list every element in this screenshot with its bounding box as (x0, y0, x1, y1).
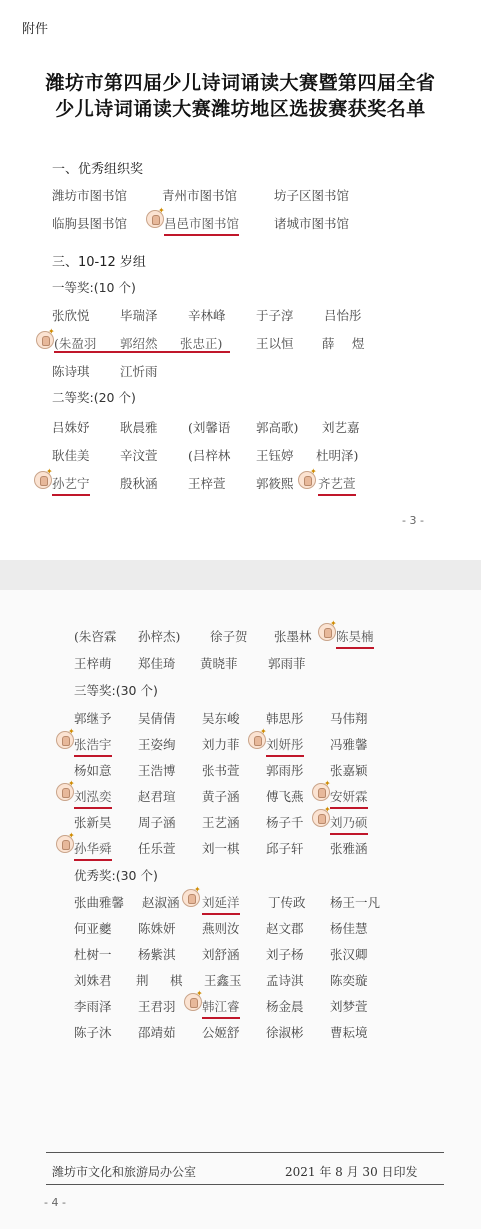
winner-name: 任乐萱 (138, 841, 176, 856)
org-name: 坊子区图书馆 (274, 188, 350, 203)
section-heading-age-group: 三、10-12 岁组 (52, 255, 146, 270)
winner-name: 刘力菲 (202, 737, 240, 752)
org-name: 临朐县图书馆 (52, 216, 128, 231)
winner-name: 杜树一 (74, 947, 112, 962)
winner-name: 刘艺嘉 (322, 420, 360, 435)
winner-name: 赵文郡 (266, 921, 304, 936)
winner-name-highlighted: 陈昊楠 (336, 627, 374, 649)
winner-name: 公姬舒 (202, 1025, 240, 1040)
winner-name: 何亚夔 (74, 921, 112, 936)
winner-name-highlighted: 齐艺萱 (318, 474, 356, 496)
org-name-highlighted: 昌邑市图书馆 (164, 214, 239, 236)
winner-name: 辛汶萱 (120, 448, 158, 463)
winner-name: (吕梓林 (188, 448, 231, 463)
winner-name: 耿佳美 (52, 448, 90, 463)
thumbs-up-icon: ✦ (36, 331, 54, 349)
winner-name: 郭高歌) (256, 420, 299, 435)
winner-name: 杨佳慧 (330, 921, 368, 936)
winner-name: 张雅涵 (330, 841, 368, 856)
winner-name: 刘舒涵 (202, 947, 240, 962)
winner-name: 张书萱 (202, 763, 240, 778)
footer-issuer: 潍坊市文化和旅游局办公室 (52, 1165, 197, 1179)
winner-name: 马伟翔 (330, 711, 368, 726)
winner-name: 周子涵 (138, 815, 176, 830)
thumbs-up-icon: ✦ (298, 471, 316, 489)
winner-name: 郭绍然 (120, 336, 158, 351)
winner-name: 徐子贺 (210, 629, 248, 644)
winner-name: 赵君瑄 (138, 789, 176, 804)
winner-name: 张忠正) (180, 336, 223, 351)
winner-name: 刘一棋 (202, 841, 240, 856)
org-name: 潍坊市图书馆 (52, 188, 128, 203)
winner-name: 郭筱熙 (256, 476, 294, 491)
first-prize-label: 一等奖:(10 个) (52, 280, 136, 295)
winner-name: (朱盈羽 (54, 336, 97, 351)
winner-name-highlighted: 刘妍彤 (266, 735, 304, 757)
winner-name: 邵靖茹 (138, 1025, 176, 1040)
winner-name: 丁传政 (268, 895, 306, 910)
winner-name: 杨王一凡 (330, 895, 381, 910)
winner-name-highlighted: 韩江睿 (202, 997, 240, 1019)
winner-name: 杨如意 (74, 763, 112, 778)
winner-name: 邱子轩 (266, 841, 304, 856)
thumbs-up-icon: ✦ (184, 993, 202, 1011)
excellence-prize-label: 优秀奖:(30 个) (74, 868, 158, 883)
winner-name: 韩思彤 (266, 711, 304, 726)
thumbs-up-icon: ✦ (182, 889, 200, 907)
winner-name: 李雨泽 (74, 999, 112, 1014)
winner-name: 燕则汝 (202, 921, 240, 936)
winner-name: 张欣悦 (52, 308, 90, 323)
winner-name: 杜明泽) (316, 448, 359, 463)
org-name: 青州市图书馆 (162, 188, 238, 203)
winner-name: 徐淑彬 (266, 1025, 304, 1040)
winner-name: 陈奕璇 (330, 973, 368, 988)
winner-name: 冯雅馨 (330, 737, 368, 752)
winner-name: 王梓萱 (188, 476, 226, 491)
winner-name: 杨子千 (266, 815, 304, 830)
document-page-4 (0, 590, 481, 1229)
winner-name: 张新昊 (74, 815, 112, 830)
thumbs-up-icon: ✦ (248, 731, 266, 749)
document-title-line1: 潍坊市第四届少儿诗词诵读大赛暨第四届全省 (45, 72, 436, 94)
page-number-3: - 3 - (402, 514, 424, 527)
thumbs-up-icon: ✦ (312, 809, 330, 827)
winner-name: 孟诗淇 (266, 973, 304, 988)
winner-name: 吕怡彤 (324, 308, 362, 323)
winner-name: 棋 (170, 973, 183, 988)
winner-name: 郑佳琦 (138, 656, 176, 671)
winner-name: 张汉卿 (330, 947, 368, 962)
winner-name: 吴东峻 (202, 711, 240, 726)
winner-name-highlighted: 孙艺宁 (52, 474, 90, 496)
winner-name-highlighted: 刘延洋 (202, 893, 240, 915)
winner-name: 耿晨雅 (120, 420, 158, 435)
winner-name: 杨紫淇 (138, 947, 176, 962)
winner-name: 薛 (322, 336, 335, 351)
winner-name: 王鑫玉 (204, 973, 242, 988)
winner-name: 黄子涵 (202, 789, 240, 804)
thumbs-up-icon: ✦ (56, 835, 74, 853)
winner-name-highlighted: 张浩宇 (74, 735, 112, 757)
winner-name: 王艺涵 (202, 815, 240, 830)
section-heading-organization-award: 一、优秀组织奖 (52, 162, 144, 177)
winner-name: 王以恒 (256, 336, 294, 351)
winner-name-highlighted: 孙华舜 (74, 839, 112, 861)
winner-name: 郭雨彤 (266, 763, 304, 778)
page-number-4: - 4 - (44, 1196, 66, 1209)
footer-rule-top (46, 1152, 444, 1153)
winner-name: (朱咨霖 (74, 629, 117, 644)
winner-name: 江忻雨 (120, 364, 158, 379)
winner-name: 刘姝君 (74, 973, 112, 988)
winner-name: 陈姝妍 (138, 921, 176, 936)
winner-name: 王姿绚 (138, 737, 176, 752)
winner-name: 刘梦萱 (330, 999, 368, 1014)
thumbs-up-icon: ✦ (318, 623, 336, 641)
winner-name-highlighted: 刘泓奕 (74, 787, 112, 809)
document-title-line2: 少儿诗词诵读大赛潍坊地区选拔赛获奖名单 (55, 98, 426, 120)
winner-name: 黄晓菲 (200, 656, 238, 671)
winner-name: 张嘉颖 (330, 763, 368, 778)
footer-date: 2021 年 8 月 30 日印发 (285, 1165, 418, 1179)
winner-name: 陈诗琪 (52, 364, 90, 379)
winner-name: 王梓萌 (74, 656, 112, 671)
third-prize-label: 三等奖:(30 个) (74, 683, 158, 698)
winner-name: 王钰婷 (256, 448, 294, 463)
winner-name: 于子淳 (256, 308, 294, 323)
winner-name: (刘馨语 (188, 420, 231, 435)
winner-name-highlighted: 刘乃硕 (330, 813, 368, 835)
winner-name: 郭雨菲 (268, 656, 306, 671)
winner-name: 毕瑞泽 (120, 308, 158, 323)
winner-name: 殷秋涵 (120, 476, 158, 491)
winner-name: 王君羽 (138, 999, 176, 1014)
winner-name: 煜 (352, 336, 365, 351)
winner-name: 辛林峰 (188, 308, 226, 323)
winner-name-highlighted: 安妍霖 (330, 787, 368, 809)
page-gap (0, 560, 481, 590)
footer-rule-bottom (46, 1184, 444, 1185)
winner-name: 陈子沐 (74, 1025, 112, 1040)
org-name: 诸城市图书馆 (274, 216, 350, 231)
winner-name: 赵淑涵 (142, 895, 180, 910)
winner-name: 王浩博 (138, 763, 176, 778)
winner-name: 杨金晨 (266, 999, 304, 1014)
winner-name: 张曲雅馨 (74, 895, 125, 910)
winner-name: 孙梓杰) (138, 629, 181, 644)
winner-name: 荆 (136, 973, 149, 988)
winner-name: 曹耘境 (330, 1025, 368, 1040)
thumbs-up-icon: ✦ (34, 471, 52, 489)
winner-name: 吕姝妤 (52, 420, 90, 435)
winner-name: 张墨林 (274, 629, 312, 644)
winner-group-highlighted (54, 334, 230, 353)
thumbs-up-icon: ✦ (312, 783, 330, 801)
winner-name: 吴倩倩 (138, 711, 176, 726)
thumbs-up-icon: ✦ (56, 783, 74, 801)
winner-name: 傅飞燕 (266, 789, 304, 804)
winner-name: 刘子杨 (266, 947, 304, 962)
attachment-label: 附件 (22, 22, 49, 37)
second-prize-label: 二等奖:(20 个) (52, 390, 136, 405)
thumbs-up-icon: ✦ (146, 210, 164, 228)
winner-name: 郭继予 (74, 711, 112, 726)
thumbs-up-icon: ✦ (56, 731, 74, 749)
